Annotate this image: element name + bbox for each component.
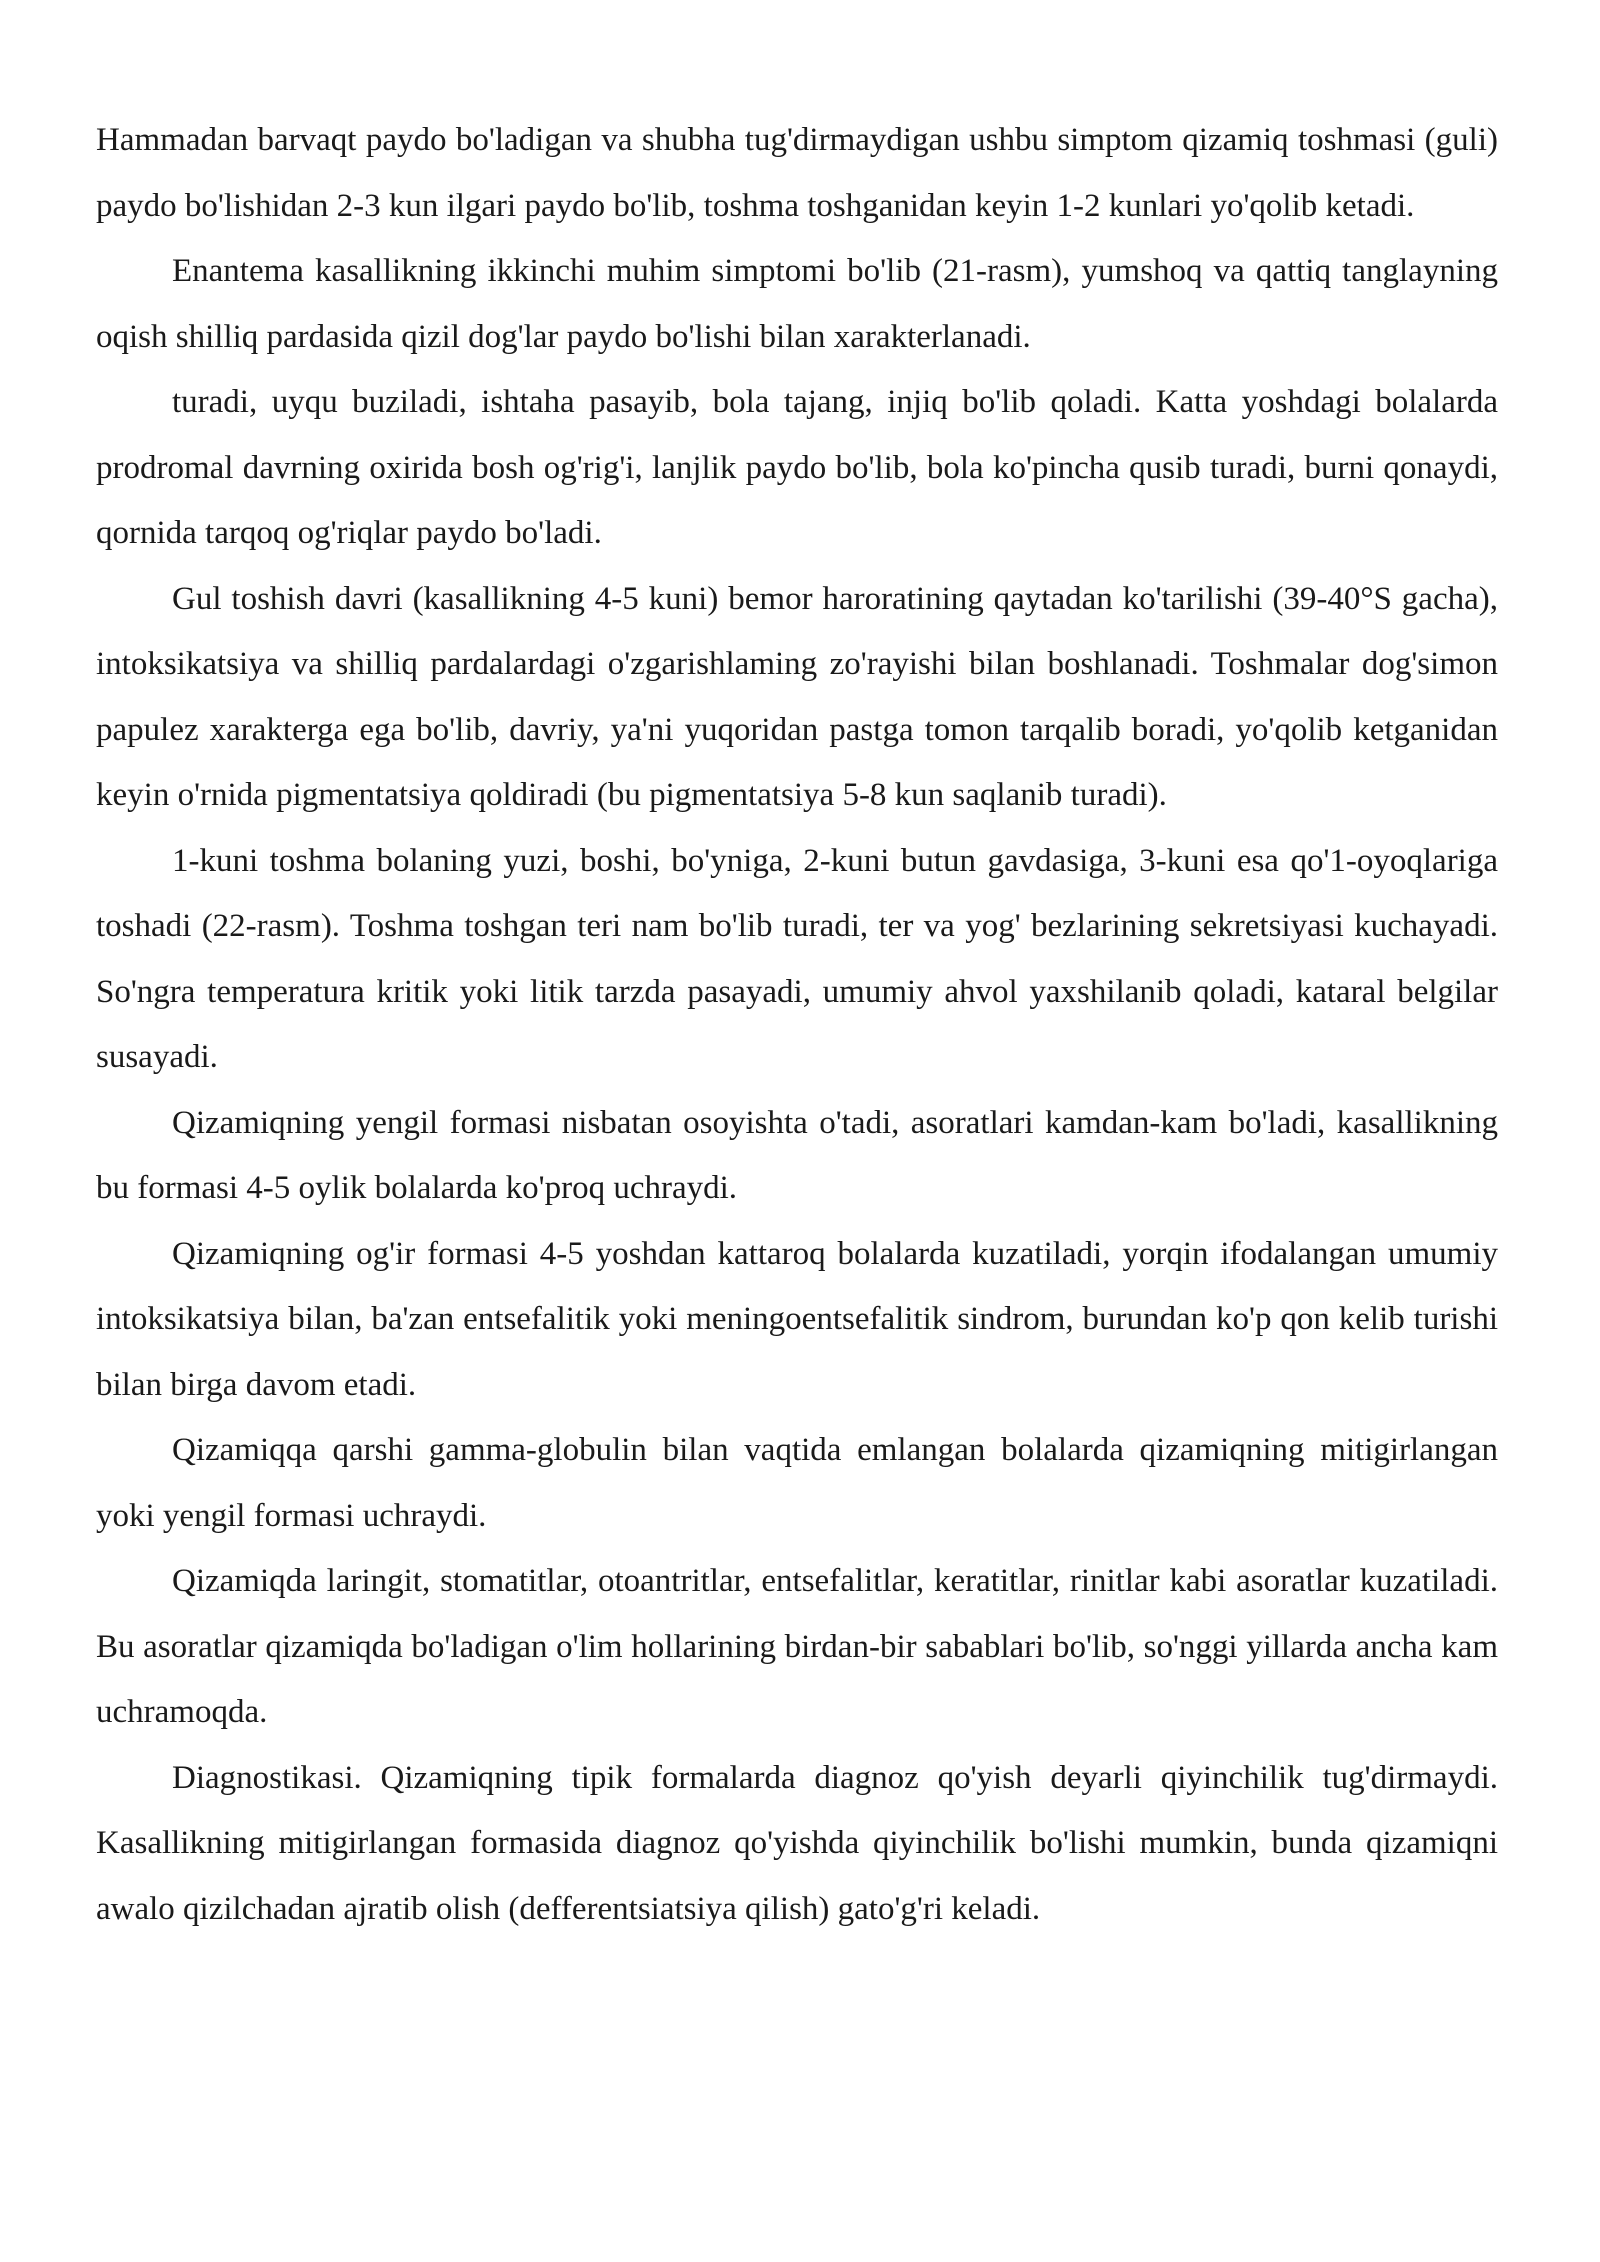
document-page bbox=[96, 108, 1498, 1942]
paragraph: Hammadan barvaqt paydo bo'ladigan va shubha tug'dirmaydigan ushbu simptom qizamiq toshmasi (guli) paydo bo'lishidan 2-3 kun ilgari paydo bo'lib, toshma toshganidan keyin 1-2 kunlari yo'qolib ketadi. bbox=[96, 122, 1498, 224]
paragraph: Qizamiqning yengil formasi nisbatan osoyishta o'tadi, asoratlari kamdan-kam bo'ladi, kasallikning bu formasi 4-5 oylik bolalarda ko'proq uchraydi. bbox=[96, 1104, 1498, 1206]
paragraph: turadi, uyqu buziladi, ishtaha pasayib, bola tajang, injiq bo'lib qoladi. Katta yoshdagi bolalarda prodromal davrning oxirida bosh og'rig'i, lanjlik paydo bo'lib, bola ko'pincha qusib turadi, burni qonaydi, qornida tarqoq og'riqlar paydo bo'ladi. bbox=[96, 384, 1498, 551]
paragraph: Qizamiqqa qarshi gamma-globulin bilan vaqtida emlangan bolalarda qizamiqning mitigirlangan yoki yengil formasi uchraydi. bbox=[96, 1432, 1498, 1534]
paragraph: Diagnostikasi. Qizamiqning tipik formalarda diagnoz qo'yish deyarli qiyinchilik tug'dirmaydi. Kasallikning mitigirlangan formasida diagnoz qo'yishda qiyinchilik bo'lishi mumkin, bunda qizamiqni awalo qizilchadan ajratib olish (defferentsiatsiya qilish) gato'g'ri keladi. bbox=[96, 1759, 1498, 1927]
paragraph: Enantema kasallikning ikkinchi muhim simptomi bo'lib (21-rasm), yumshoq va qattiq tanglayning oqish shilliq pardasida qizil dog'lar paydo bo'lishi bilan xarakterlanadi. bbox=[96, 253, 1498, 355]
paragraph: Qizamiqda laringit, stomatitlar, otoantritlar, entsefalitlar, keratitlar, rinitlar kabi asoratlar kuzatiladi. Bu asoratlar qizamiqda bo'ladigan o'lim hollarining birdan-bir sabablari bo'lib, so'nggi yillarda ancha kam uchramoqda. bbox=[96, 1563, 1498, 1730]
paragraph: Gul toshish davri (kasallikning 4-5 kuni) bemor haroratining qaytadan ko'tarilishi (39-40°S gacha), intoksikatsiya va shilliq pardalardagi o'zgarishlaming zo'rayishi bilan boshlanadi. Toshmalar dog'simon papulez xarakterga ega bo'lib, davriy, ya'ni yuqoridan pastga tomon tarqalib boradi, yo'qolib ketganidan keyin o'rnida pigmentatsiya qoldiradi (bu pigmentatsiya 5-8 kun saqlanib turadi). bbox=[96, 580, 1498, 813]
paragraph: Qizamiqning og'ir formasi 4-5 yoshdan kattaroq bolalarda kuzatiladi, yorqin ifodalangan umumiy intoksikatsiya bilan, ba'zan entsefalitik yoki meningoentsefalitik sindrom, burundan ko'p qon kelib turishi bilan birga davom etadi. bbox=[96, 1235, 1498, 1403]
paragraph: 1-kuni toshma bolaning yuzi, boshi, bo'yniga, 2-kuni butun gavdasiga, 3-kuni esa qo'1-oyoqlariga toshadi (22-rasm). Toshma toshgan teri nam bo'lib turadi, ter va yog' bezlarining sekretsiyasi kuchayadi. So'ngra temperatura kritik yoki litik tarzda pasayadi, umumiy ahvol yaxshilanib qoladi, kataral belgilar susayadi. bbox=[96, 842, 1498, 1075]
